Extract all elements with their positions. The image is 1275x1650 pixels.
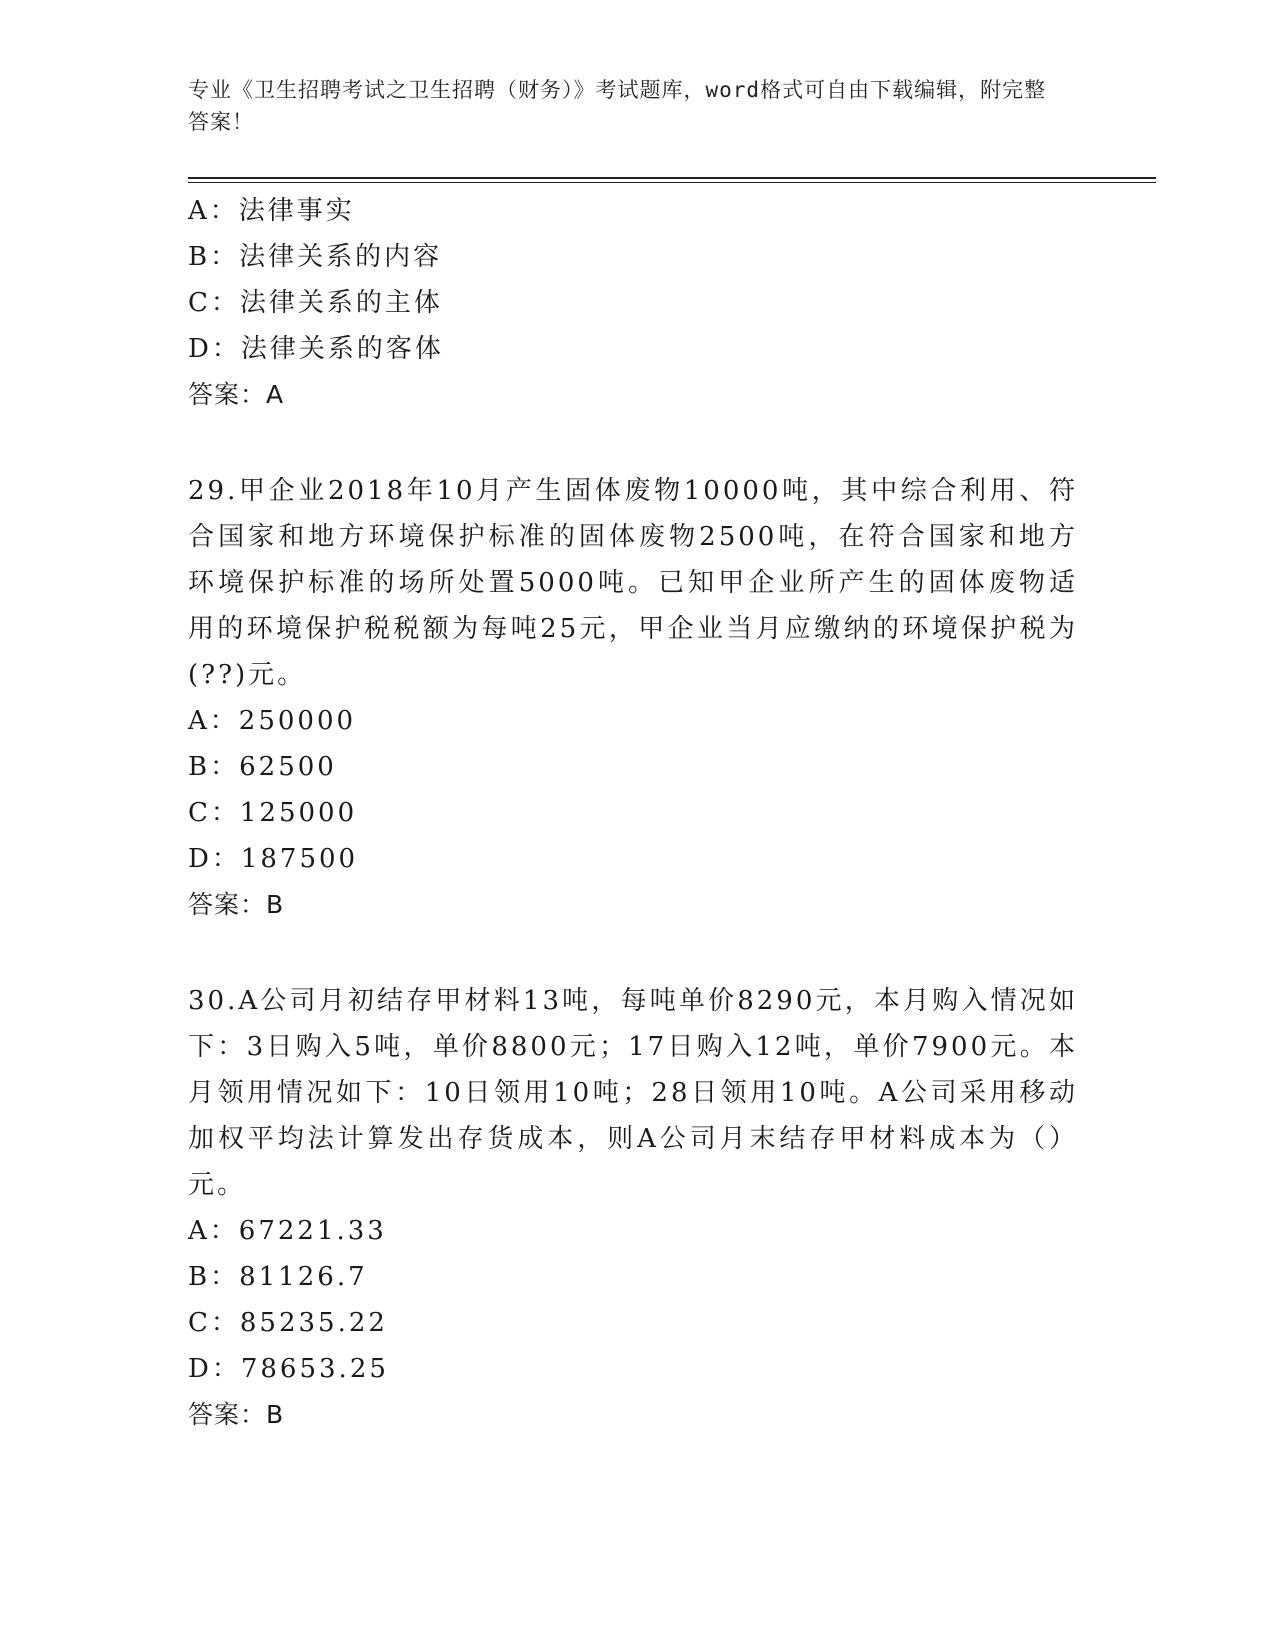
- option-b: B：62500: [188, 752, 337, 782]
- option-b: B：法律关系的内容: [188, 242, 443, 272]
- option-d: D：187500: [188, 844, 359, 874]
- question-30: [188, 978, 1088, 1438]
- spacer: [188, 928, 1088, 978]
- question-text: 29.甲企业2018年10月产生固体废物10000吨，其中综合利用、符合国家和地方环境保护标准的固体废物2500吨，在符合国家和地方环境保护标准的场所处置5000吨。已知甲企业所产生的固体废物适用的环境保护税税额为每吨25元，甲企业当月应缴纳的环境保护税为(??)元。: [188, 476, 1078, 690]
- answer-line: 答案：B: [188, 1400, 285, 1429]
- header-divider-thin: [188, 182, 1156, 183]
- option-d: D：法律关系的客体: [188, 334, 444, 364]
- document-header: 专业《卫生招聘考试之卫生招聘（财务）》考试题库，word格式可自由下载编辑，附完整答案！: [188, 78, 1047, 134]
- option-c: C：125000: [188, 798, 358, 828]
- question-text: 30.A公司月初结存甲材料13吨，每吨单价8290元，本月购入情况如下：3日购入5吨，单价8800元；17日购入12吨，单价7900元。本月领用情况如下：10日领用10吨；28日领用10吨。A公司采用移动加权平均法计算发出存货成本，则A公司月末结存甲材料成本为（）元。: [188, 986, 1078, 1200]
- option-a: A：67221.33: [188, 1216, 387, 1246]
- answer-line: 答案：A: [188, 380, 285, 409]
- question-29: [188, 468, 1088, 928]
- option-a: A：法律事实: [188, 196, 355, 226]
- spacer: [188, 418, 1088, 468]
- header-divider-thick: [188, 177, 1156, 179]
- option-b: B：81126.7: [188, 1262, 368, 1292]
- option-a: A：250000: [188, 706, 357, 736]
- option-d: D：78653.25: [188, 1354, 389, 1384]
- question-28-fragment: [188, 188, 1088, 418]
- answer-line: 答案：B: [188, 890, 285, 919]
- question-content: [188, 188, 1088, 1438]
- option-c: C：法律关系的主体: [188, 288, 443, 318]
- option-c: C：85235.22: [188, 1308, 388, 1338]
